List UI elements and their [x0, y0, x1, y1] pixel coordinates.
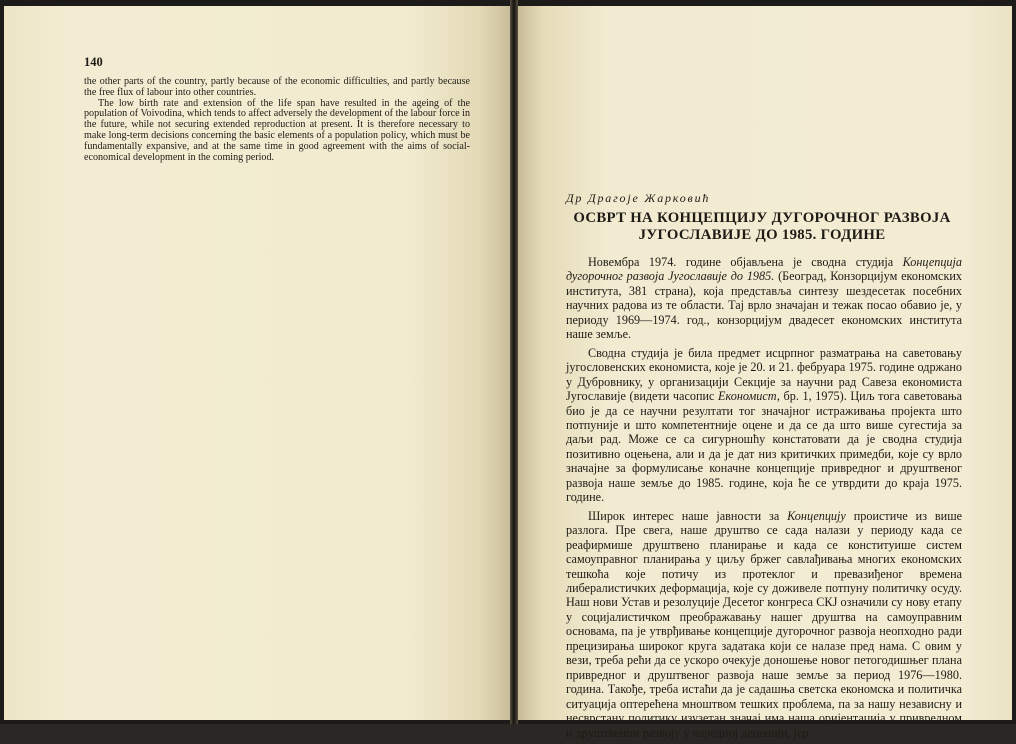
book-gutter	[510, 0, 518, 724]
article-author: Др Драгоје Жарковић	[566, 191, 711, 205]
italic-title: Економист,	[718, 389, 780, 404]
paragraph: Новембра 1974. године објављена је сводна студија Концепција дугорочног развоја Југославије до 1985. (Београд, Конзорцијум економских института, 381 страна), која представља синтезу шездесетак посебних научних радова из те области. Тај врло значајан и тежак посао обавио је, у периоду 1969—1974. год., конзорцијум двадесет економских института наше земље.	[566, 255, 962, 342]
article-body	[566, 255, 962, 744]
title-line: ОСВРТ НА КОНЦЕПЦИЈУ ДУГОРОЧНОГ РАЗВОЈА	[573, 210, 951, 226]
paragraph: Широк интерес наше јавности за Концепцију проистиче из више разлога. Пре свега, наше друштво се сада налази у периоду када се реафирмише друштвено планирање и када се конституише систем самоуправног планирања у циљу бржег савлађивања многих економских тешкоћа које потичу из протеклог и превазиђеног времена либералистичких деформација, које су доживеле потпуну политичку осуду. Наш нови Устав и резолуције Десетог конгреса СКЈ означили су нову етапу у социјалистичком преображавању нашег друштва на самоуправним основама, па је утврђивање концепције дугорочног развоја неопходно ради прецизирања широког круга задатака који се налазе пред нама. С овим у вези, треба рећи да се ускоро очекује доношење новог петогодишњег плана привредног и друштвеног развоја наше земље за период 1976—1980. година. Такође, треба истаћи да је садашња светска економска и политичка ситуација оптерећена мноштвом тешких проблема, па за нашу независну и несврстану политику изузетан значај има наша оријентација у привредном и друштвеном развоју у наредној деценији, јер	[566, 508, 963, 740]
paragraph: Сводна студија је била предмет исцрпног разматрања на саветовању југословенских економиста, које је 20. и 21. фебруара 1975. године одржано у Дубровнику, у организацији Секције за научни рад Савеза економиста Југославије (видети часопис Економист, бр. 1, 1975). Циљ тога саветовања био је да се научни резултати тог значајног истраживања пројекта што потпуније и што компетентније оцене и да се да што више сугестија за даљи рад. Може се са сигурношћу констатовати да је сводна студија позитивно оцењена, али и да је дат низ критичких примедби, које су врло значајне за формулисање коначне концепције привредног и друштвеног развоја наше земље до 1985. године, која ће се утврдити до краја 1975. године.	[566, 345, 962, 505]
article-title	[566, 210, 958, 244]
italic-title: Концепцију	[787, 508, 846, 523]
italic-title: Концепција дугорочног развоја Југославије до 1985.	[566, 255, 962, 284]
title-line: ЈУГОСЛАВИЈЕ ДО 1985. ГОДИНЕ	[638, 227, 886, 243]
paragraph: The low birth rate and extension of the life span have resulted in the ageing of the population of Voivodina, which tends to affect adversely the development of the labour force in the future, while not securing extended reproduction at present. It is therefore necessary to make long-term decisions concerning the basic elements of a population policy, which must be fundamentally expansive, and at the same time in good agreement with the aims of social-economical development in the coming period.	[84, 97, 470, 163]
left-page-text	[84, 77, 470, 163]
paragraph: the other parts of the country, partly because of the economic difficulties, and partly because the free flux of labour into other countries.	[84, 76, 470, 98]
page-number: 140	[84, 55, 103, 69]
bleed-through-text	[154, 166, 484, 686]
